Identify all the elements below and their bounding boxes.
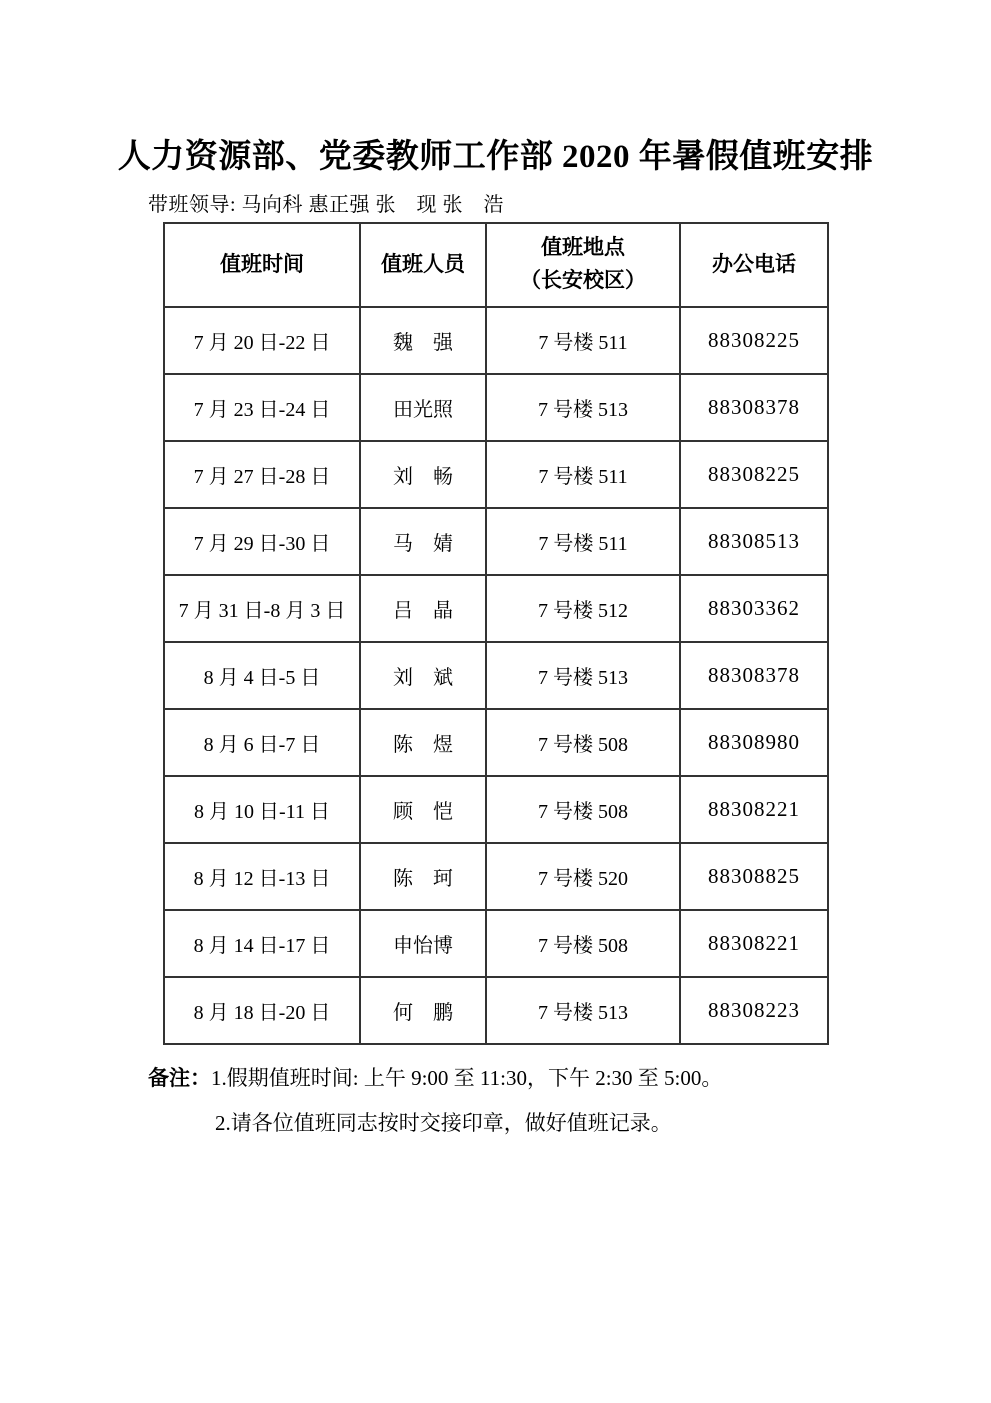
- cell-person: 何 鹏: [360, 977, 486, 1044]
- cell-phone: 88308378: [680, 642, 828, 709]
- note-2-text: 2.请各位值班同志按时交接印章，做好值班记录。: [215, 1111, 672, 1135]
- cell-location: 7 号楼 512: [486, 575, 680, 642]
- duty-schedule-table: [163, 222, 829, 1045]
- cell-date: 8 月 14 日-17 日: [164, 910, 360, 977]
- cell-person: 刘 畅: [360, 441, 486, 508]
- cell-person: 陈 煜: [360, 709, 486, 776]
- cell-phone: 88308378: [680, 374, 828, 441]
- cell-phone: 88308980: [680, 709, 828, 776]
- cell-date: 8 月 18 日-20 日: [164, 977, 360, 1044]
- cell-person: 顾 恺: [360, 776, 486, 843]
- header-duty-person: 值班人员: [360, 223, 486, 307]
- header-duty-time: 值班时间: [164, 223, 360, 307]
- table-header-row: [164, 223, 828, 307]
- cell-person: 马 婧: [360, 508, 486, 575]
- cell-location: 7 号楼 508: [486, 709, 680, 776]
- cell-person: 田光照: [360, 374, 486, 441]
- cell-location: 7 号楼 513: [486, 642, 680, 709]
- notes-block: [148, 1056, 722, 1146]
- cell-location: 7 号楼 511: [486, 441, 680, 508]
- cell-location: 7 号楼 511: [486, 307, 680, 374]
- cell-person: 魏 强: [360, 307, 486, 374]
- header-duty-location: [486, 223, 680, 307]
- cell-phone: 88308223: [680, 977, 828, 1044]
- note-line-1: [148, 1056, 722, 1101]
- cell-date: 7 月 23 日-24 日: [164, 374, 360, 441]
- table-row: [164, 508, 828, 575]
- table-row: [164, 910, 828, 977]
- cell-location: 7 号楼 513: [486, 374, 680, 441]
- cell-date: 7 月 27 日-28 日: [164, 441, 360, 508]
- cell-phone: 88308513: [680, 508, 828, 575]
- table-row: [164, 374, 828, 441]
- table-row: [164, 441, 828, 508]
- cell-phone: 88308825: [680, 843, 828, 910]
- cell-phone: 88308221: [680, 776, 828, 843]
- cell-location: 7 号楼 513: [486, 977, 680, 1044]
- cell-phone: 88303362: [680, 575, 828, 642]
- cell-date: 8 月 10 日-11 日: [164, 776, 360, 843]
- cell-phone: 88308225: [680, 441, 828, 508]
- duty-leaders-line: 带班领导: 马向科 惠正强 张 现 张 浩: [148, 194, 505, 216]
- table-row: [164, 575, 828, 642]
- cell-date: 7 月 29 日-30 日: [164, 508, 360, 575]
- table-row: [164, 843, 828, 910]
- notes-label: 备注：: [148, 1067, 211, 1090]
- table-row: [164, 977, 828, 1044]
- cell-location: 7 号楼 508: [486, 776, 680, 843]
- note-1-text: 1.假期值班时间: 上午 9:00 至 11:30，下午 2:30 至 5:00。: [211, 1066, 723, 1090]
- cell-date: 8 月 4 日-5 日: [164, 642, 360, 709]
- cell-date: 7 月 31 日-8 月 3 日: [164, 575, 360, 642]
- cell-phone: 88308221: [680, 910, 828, 977]
- cell-date: 8 月 12 日-13 日: [164, 843, 360, 910]
- table-row: [164, 307, 828, 374]
- page-title: 人力资源部、党委教师工作部 2020 年暑假值班安排: [117, 139, 874, 175]
- cell-person: 吕 晶: [360, 575, 486, 642]
- cell-date: 8 月 6 日-7 日: [164, 709, 360, 776]
- table-row: [164, 642, 828, 709]
- cell-phone: 88308225: [680, 307, 828, 374]
- note-line-2: [148, 1101, 722, 1146]
- table-row: [164, 709, 828, 776]
- cell-location: 7 号楼 511: [486, 508, 680, 575]
- header-duty-location-line2: （长安校区）: [520, 269, 646, 292]
- header-duty-location-line1: 值班地点: [541, 236, 625, 260]
- cell-person: 刘 斌: [360, 642, 486, 709]
- cell-date: 7 月 20 日-22 日: [164, 307, 360, 374]
- header-office-phone: 办公电话: [680, 223, 828, 307]
- cell-location: 7 号楼 520: [486, 843, 680, 910]
- table-row: [164, 776, 828, 843]
- cell-person: 申怡博: [360, 910, 486, 977]
- cell-person: 陈 珂: [360, 843, 486, 910]
- table-body: [164, 307, 828, 1044]
- cell-location: 7 号楼 508: [486, 910, 680, 977]
